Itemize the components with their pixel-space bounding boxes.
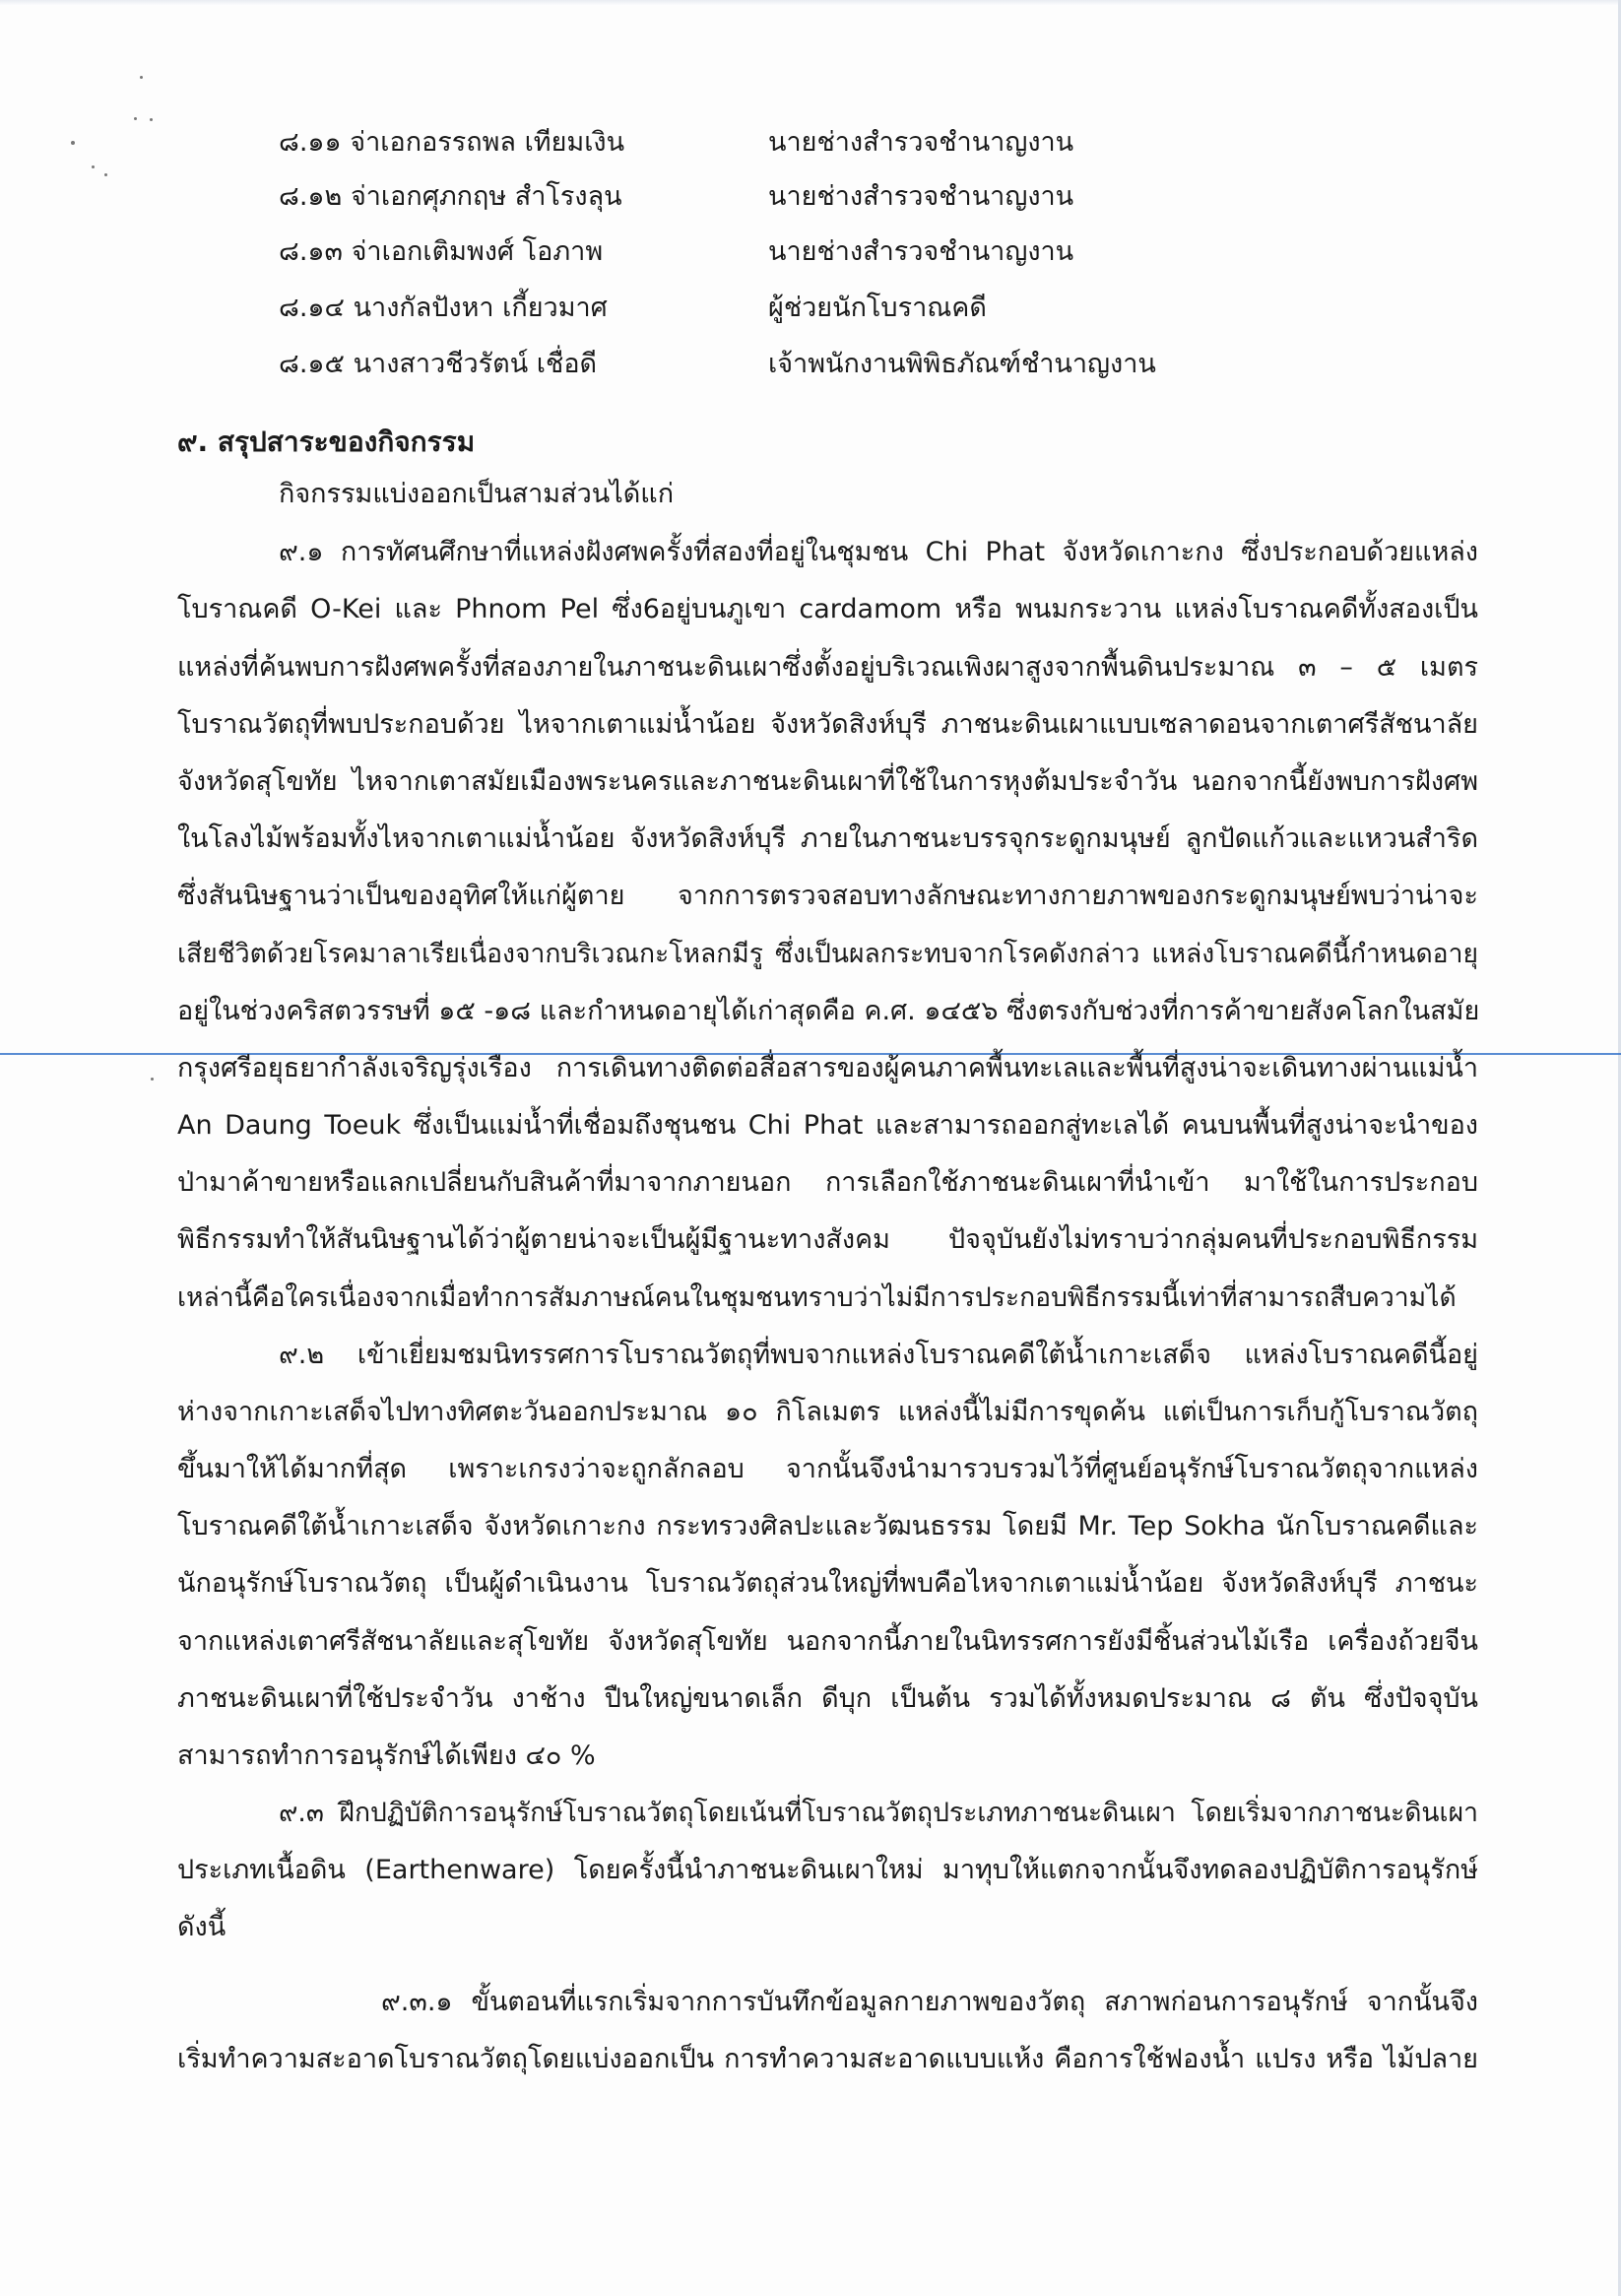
staff-number-name: ๘.๑๑ จ่าเอกอรรถพล เทียมเงิน bbox=[279, 127, 625, 158]
staff-number-name: ๘.๑๒ จ่าเอกศุภกฤษ สำโรงลุน bbox=[279, 181, 622, 212]
staff-number-name: ๘.๑๓ จ่าเอกเติมพงศ์ โอภาพ bbox=[279, 236, 604, 267]
paragraph-line: ๙.๑ การทัศนศึกษาที่แหล่งฝังศพครั้งที่สองที่อยู่ในชุมชน Chi Phat จังหวัดเกาะกง ซึ่งประกอบด้วยแหล่ง bbox=[279, 537, 1478, 567]
paragraph-line: โบราณคดี O-Kei และ Phnom Pel ซึ่ง6อยู่บนภูเขา cardamom หรือ พนมกระวาน แหล่งโบราณคดีทั้งสองเป็น bbox=[177, 594, 1478, 624]
paragraph-line: ๙.๓ ฝึกปฏิบัติการอนุรักษ์โบราณวัตถุโดยเน้นที่โบราณวัตถุประเภทภาชนะดินเผา โดยเริ่มจากภาชนะดินเผา bbox=[279, 1798, 1478, 1828]
paragraph-line: ๙.๓.๑ ขั้นตอนที่แรกเริ่มจากการบันทึกข้อมูลกายภาพของวัตถุ สภาพก่อนการอนุรักษ์ จากนั้นจึง bbox=[381, 1987, 1478, 2017]
paragraph-line: ห่างจากเกาะเสด็จไปทางทิศตะวันออกประมาณ ๑๐ กิโลเมตร แหล่งนี้ไม่มีการขุดค้น แต่เป็นการเก็บกู้โบราณวัตถุ bbox=[177, 1397, 1478, 1427]
paragraph-line: โบราณวัตถุที่พบประกอบด้วย ไหจากเตาแม่น้ำน้อย จังหวัดสิงห์บุรี ภาชนะดินเผาแบบเซลาดอนจากเตาศรีสัชนาลัย bbox=[177, 709, 1478, 740]
staff-list-item bbox=[279, 175, 1460, 219]
paragraph-line: โบราณคดีใต้น้ำเกาะเสด็จ จังหวัดเกาะกง กระทรวงศิลปะและวัฒนธรรม โดยมี Mr. Tep Sokha นักโบราณคดีและ bbox=[177, 1511, 1478, 1542]
paragraph-line: ป่ามาค้าขายหรือแลกเปลี่ยนกับสินค้าที่มาจากภายนอก การเลือกใช้ภาชนะดินเผาที่นำเข้า มาใช้ในการประกอบ bbox=[177, 1167, 1478, 1198]
paragraph-line: เสียชีวิตด้วยโรคมาลาเรียเนื่องจากบริเวณกะโหลกมีรู ซึ่งเป็นผลกระทบจากโรคดังกล่าว แหล่งโบราณคดีนี้กำหนดอายุ bbox=[177, 939, 1478, 969]
staff-position: นายช่างสำรวจชำนาญงาน bbox=[768, 236, 1074, 267]
paragraph-line: ภาชนะดินเผาที่ใช้ประจำวัน งาช้าง ปืนใหญ่ขนาดเล็ก ดีบุก เป็นต้น รวมได้ทั้งหมดประมาณ ๘ ตัน ซึ่งปัจจุบัน bbox=[177, 1683, 1478, 1714]
staff-number-name: ๘.๑๕ นางสาวชีวรัตน์ เชื่อดี bbox=[279, 349, 598, 379]
staff-position: นายช่างสำรวจชำนาญงาน bbox=[768, 127, 1074, 158]
staff-position: ผู้ช่วยนักโบราณคดี bbox=[768, 293, 987, 323]
paragraph-line: ซึ่งสันนิษฐานว่าเป็นของอุทิศให้แก่ผู้ตาย จากการตรวจสอบทางลักษณะทางกายภาพของกระดูกมนุษย์พบว่าน่าจะ bbox=[177, 881, 1478, 911]
paragraph-line: นักอนุรักษ์โบราณวัตถุ เป็นผู้ดำเนินงาน โบราณวัตถุส่วนใหญ่ที่พบคือไหจากเตาแม่น้ำน้อย จังหวัดสิงห์บุรี ภาชนะ bbox=[177, 1568, 1478, 1599]
staff-list-item bbox=[279, 287, 1460, 330]
paragraph-line: ขึ้นมาให้ได้มากที่สุด เพราะเกรงว่าจะถูกลักลอบ จากนั้นจึงนำมารวบรวมไว้ที่ศูนย์อนุรักษ์โบราณวัตถุจากแหล่ง bbox=[177, 1454, 1478, 1484]
paragraph-line: สามารถทำการอนุรักษ์ได้เพียง ๔๐ % bbox=[177, 1740, 596, 1771]
paragraph-line: กรุงศรีอยุธยากำลังเจริญรุ่งเรือง การเดินทางติดต่อสื่อสารของผู้คนภาคพื้นทะเลและพื้นที่สูงน่าจะเดินทางผ่านแม่น้ำ bbox=[177, 1053, 1478, 1083]
paragraph-line: An Daung Toeuk ซึ่งเป็นแม่น้ำที่เชื่อมถึงชุนชน Chi Phat และสามารถออกสู่ทะเลได้ คนบนพื้นที่สูงน่าจะนำของ bbox=[177, 1110, 1478, 1141]
staff-number-name: ๘.๑๔ นางกัลปังหา เกี้ยวมาศ bbox=[279, 293, 608, 323]
paragraph-line: จากแหล่งเตาศรีสัชนาลัยและสุโขทัย จังหวัดสุโขทัย นอกจากนี้ภายในนิทรรศการยังมีชิ้นส่วนไม้เรือ เครื่องถ้วยจีน bbox=[177, 1626, 1478, 1657]
paragraph-line: ประเภทเนื้อดิน (Earthenware) โดยครั้งนี้นำภาชนะดินเผาใหม่ มาทุบให้แตกจากนั้นจึงทดลองปฏิบัติการอนุรักษ์ bbox=[177, 1855, 1478, 1885]
paragraph-line: ดังนี้ bbox=[177, 1912, 227, 1942]
staff-list-item bbox=[279, 230, 1460, 274]
paragraph-line: กิจกรรมแบ่งออกเป็นสามส่วนได้แก่ bbox=[279, 479, 675, 509]
paragraph-line: พิธีกรรมทำให้สันนิษฐานได้ว่าผู้ตายน่าจะเป็นผู้มีฐานะทางสังคม ปัจจุบันยังไม่ทราบว่ากลุ่มคนที่ประกอบพิธีกรรม bbox=[177, 1224, 1478, 1255]
staff-position: เจ้าพนักงานพิพิธภัณฑ์ชำนาญงาน bbox=[768, 349, 1156, 379]
paragraph-line: ในโลงไม้พร้อมทั้งไหจากเตาแม่น้ำน้อย จังหวัดสิงห์บุรี ภายในภาชนะบรรจุกระดูกมนุษย์ ลูกปัดแก้วและแหวนสำริด bbox=[177, 823, 1478, 854]
staff-position: นายช่างสำรวจชำนาญงาน bbox=[768, 181, 1074, 212]
staff-list-item bbox=[279, 343, 1460, 386]
paragraph-line: ๙.๒ เข้าเยี่ยมชมนิทรรศการโบราณวัตถุที่พบจากแหล่งโบราณคดีใต้น้ำเกาะเสด็จ แหล่งโบราณคดีนี้อยู่ bbox=[279, 1340, 1478, 1370]
paragraph-line: แหล่งที่ค้นพบการฝังศพครั้งที่สองภายในภาชนะดินเผาซึ่งตั้งอยู่บริเวณเพิงผาสูงจากพื้นดินประมาณ ๓ – ๕ เมตร bbox=[177, 652, 1478, 683]
paragraph-line: เริ่มทำความสะอาดโบราณวัตถุโดยแบ่งออกเป็น การทำความสะอาดแบบแห้ง คือการใช้ฟองน้ำ แปรง หรือ ไม้ปลาย bbox=[177, 2044, 1478, 2074]
section-heading: ๙. สรุปสาระของกิจกรรม bbox=[177, 426, 476, 458]
paragraph-line: จังหวัดสุโขทัย ไหจากเตาสมัยเมืองพระนครและภาชนะดินเผาที่ใช้ในการหุงต้มประจำวัน นอกจากนี้ยังพบการฝังศพ bbox=[177, 766, 1478, 797]
staff-list-item bbox=[279, 121, 1460, 164]
paragraph-line: อยู่ในช่วงคริสตวรรษที่ ๑๕ -๑๘ และกำหนดอายุได้เก่าสุดคือ ค.ศ. ๑๔๕๖ ซึ่งตรงกับช่วงที่การค้าขายสังคโลกในสมัย bbox=[177, 996, 1480, 1026]
paragraph-line: เหล่านี้คือใครเนื่องจากเมื่อทำการสัมภาษณ์คนในชุมชนทราบว่าไม่มีการประกอบพิธีกรรมนี้เท่าที่สามารถสืบความได้ bbox=[177, 1282, 1457, 1313]
